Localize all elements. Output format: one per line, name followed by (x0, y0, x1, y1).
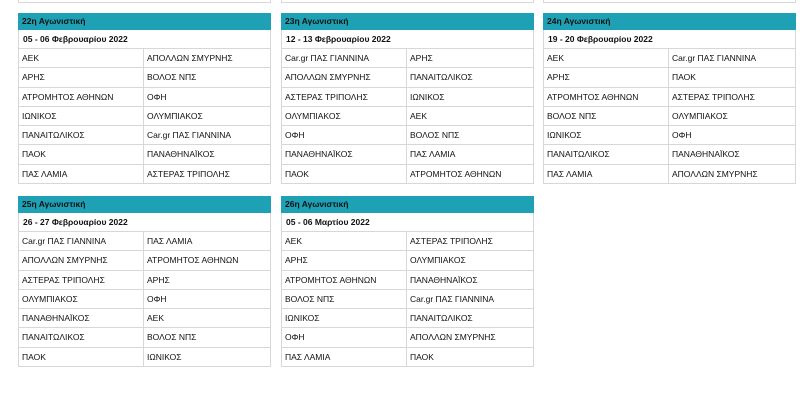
away-team: ΑΤΡΟΜΗΤΟΣ ΑΘΗΝΩΝ (407, 165, 534, 183)
home-team: ΑΠΟΛΛΩΝ ΣΜΥΡΝΗΣ (19, 251, 144, 269)
home-team: ΑΣΤΕΡΑΣ ΤΡΙΠΟΛΗΣ (19, 271, 144, 289)
previous-table-edge (281, 0, 534, 3)
away-team: ΑΠΟΛΛΩΝ ΣΜΥΡΝΗΣ (144, 49, 271, 67)
match-row (18, 165, 271, 184)
home-team: ΑΤΡΟΜΗΤΟΣ ΑΘΗΝΩΝ (544, 88, 669, 106)
home-team: ΠΑΝΑΙΤΩΛΙΚΟΣ (544, 145, 669, 163)
match-row (281, 49, 534, 68)
match-row (18, 232, 271, 251)
home-team: ΠΑΟΚ (19, 145, 144, 163)
match-row (18, 68, 271, 87)
match-row (543, 68, 796, 87)
home-team: ΟΦΗ (282, 328, 407, 346)
home-team: Car.gr ΠΑΣ ΓΙΑΝΝΙΝΑ (282, 49, 407, 67)
away-team: Car.gr ΠΑΣ ΓΙΑΝΝΙΝΑ (144, 126, 271, 144)
round-table (18, 13, 271, 184)
away-team: ΟΛΥΜΠΙΑΚΟΣ (144, 107, 271, 125)
home-team: ΟΦΗ (282, 126, 407, 144)
match-row (543, 165, 796, 184)
home-team: ΠΑΣ ΛΑΜΙΑ (544, 165, 669, 183)
away-team: ΠΑΟΚ (669, 68, 796, 86)
home-team: ΑΕΚ (19, 49, 144, 67)
home-team: ΟΛΥΜΠΙΑΚΟΣ (282, 107, 407, 125)
match-row (281, 68, 534, 87)
match-row (18, 126, 271, 145)
home-team: ΠΑΝΑΘΗΝΑΪΚΟΣ (282, 145, 407, 163)
away-team: ΠΑΝΑΙΤΩΛΙΚΟΣ (407, 68, 534, 86)
away-team: ΙΩΝΙΚΟΣ (144, 348, 271, 366)
home-team: ΠΑΝΑΘΗΝΑΪΚΟΣ (19, 309, 144, 327)
home-team: ΑΕΚ (282, 232, 407, 250)
away-team: ΠΑΟΚ (407, 348, 534, 366)
match-row (543, 88, 796, 107)
home-team: ΑΕΚ (544, 49, 669, 67)
home-team: ΑΣΤΕΡΑΣ ΤΡΙΠΟΛΗΣ (282, 88, 407, 106)
match-row (18, 348, 271, 367)
away-team: ΒΟΛΟΣ ΝΠΣ (407, 126, 534, 144)
home-team: ΠΑΝΑΙΤΩΛΙΚΟΣ (19, 328, 144, 346)
home-team: ΒΟΛΟΣ ΝΠΣ (544, 107, 669, 125)
home-team: ΙΩΝΙΚΟΣ (19, 107, 144, 125)
home-team: ΑΡΗΣ (282, 251, 407, 269)
match-row (281, 145, 534, 164)
away-team: ΠΑΝΑΘΗΝΑΪΚΟΣ (144, 145, 271, 163)
match-row (18, 290, 271, 309)
match-row (281, 88, 534, 107)
match-row (18, 328, 271, 347)
away-team: ΟΦΗ (144, 88, 271, 106)
home-team: ΑΡΗΣ (19, 68, 144, 86)
away-team: ΑΡΗΣ (407, 49, 534, 67)
round-table (543, 13, 796, 184)
match-row (281, 232, 534, 251)
previous-table-edge (543, 0, 796, 3)
home-team: ΑΤΡΟΜΗΤΟΣ ΑΘΗΝΩΝ (282, 271, 407, 289)
away-team: ΒΟΛΟΣ ΝΠΣ (144, 68, 271, 86)
match-row (18, 145, 271, 164)
match-row (281, 348, 534, 367)
match-row (281, 126, 534, 145)
round-title: 25η Αγωνιστική (18, 196, 271, 213)
home-team: ΠΑΟΚ (282, 165, 407, 183)
away-team: ΟΦΗ (669, 126, 796, 144)
match-row (18, 49, 271, 68)
away-team: ΑΠΟΛΛΩΝ ΣΜΥΡΝΗΣ (669, 165, 796, 183)
previous-table-edge (18, 0, 271, 3)
home-team: ΙΩΝΙΚΟΣ (544, 126, 669, 144)
away-team: ΙΩΝΙΚΟΣ (407, 88, 534, 106)
away-team: Car.gr ΠΑΣ ΓΙΑΝΝΙΝΑ (407, 290, 534, 308)
home-team: ΙΩΝΙΚΟΣ (282, 309, 407, 327)
away-team: ΑΣΤΕΡΑΣ ΤΡΙΠΟΛΗΣ (144, 165, 271, 183)
away-team: ΠΑΣ ΛΑΜΙΑ (407, 145, 534, 163)
home-team: ΑΤΡΟΜΗΤΟΣ ΑΘΗΝΩΝ (19, 88, 144, 106)
round-date: 05 - 06 Φεβρουαρίου 2022 (18, 30, 271, 49)
away-team: ΑΣΤΕΡΑΣ ΤΡΙΠΟΛΗΣ (669, 88, 796, 106)
away-team: ΑΣΤΕΡΑΣ ΤΡΙΠΟΛΗΣ (407, 232, 534, 250)
round-date: 19 - 20 Φεβρουαρίου 2022 (543, 30, 796, 49)
home-team: ΠΑΟΚ (19, 348, 144, 366)
away-team: ΑΕΚ (407, 107, 534, 125)
match-row (281, 328, 534, 347)
away-team: ΟΦΗ (144, 290, 271, 308)
away-team: ΟΛΥΜΠΙΑΚΟΣ (669, 107, 796, 125)
home-team: ΠΑΣ ΛΑΜΙΑ (19, 165, 144, 183)
away-team: ΠΑΝΑΘΗΝΑΪΚΟΣ (407, 271, 534, 289)
match-row (281, 107, 534, 126)
round-title: 24η Αγωνιστική (543, 13, 796, 30)
home-team: ΠΑΣ ΛΑΜΙΑ (282, 348, 407, 366)
match-row (281, 271, 534, 290)
home-team: ΑΠΟΛΛΩΝ ΣΜΥΡΝΗΣ (282, 68, 407, 86)
round-title: 26η Αγωνιστική (281, 196, 534, 213)
round-table (18, 196, 271, 367)
home-team: ΒΟΛΟΣ ΝΠΣ (282, 290, 407, 308)
away-team: ΑΤΡΟΜΗΤΟΣ ΑΘΗΝΩΝ (144, 251, 271, 269)
away-team: ΠΑΝΑΘΗΝΑΪΚΟΣ (669, 145, 796, 163)
match-row (543, 126, 796, 145)
match-row (543, 49, 796, 68)
away-team: Car.gr ΠΑΣ ΓΙΑΝΝΙΝΑ (669, 49, 796, 67)
round-date: 05 - 06 Μαρτίου 2022 (281, 213, 534, 232)
match-row (281, 165, 534, 184)
match-row (18, 88, 271, 107)
match-row (281, 251, 534, 270)
away-team: ΒΟΛΟΣ ΝΠΣ (144, 328, 271, 346)
home-team: Car.gr ΠΑΣ ΓΙΑΝΝΙΝΑ (19, 232, 144, 250)
match-row (18, 271, 271, 290)
round-table (281, 13, 534, 184)
away-team: ΠΑΝΑΙΤΩΛΙΚΟΣ (407, 309, 534, 327)
round-date: 26 - 27 Φεβρουαρίου 2022 (18, 213, 271, 232)
match-row (18, 309, 271, 328)
match-row (543, 145, 796, 164)
away-team: ΟΛΥΜΠΙΑΚΟΣ (407, 251, 534, 269)
home-team: ΠΑΝΑΙΤΩΛΙΚΟΣ (19, 126, 144, 144)
match-row (281, 290, 534, 309)
round-table (281, 196, 534, 367)
match-row (18, 251, 271, 270)
away-team: ΠΑΣ ΛΑΜΙΑ (144, 232, 271, 250)
away-team: ΑΕΚ (144, 309, 271, 327)
away-team: ΑΡΗΣ (144, 271, 271, 289)
home-team: ΑΡΗΣ (544, 68, 669, 86)
away-team: ΑΠΟΛΛΩΝ ΣΜΥΡΝΗΣ (407, 328, 534, 346)
match-row (18, 107, 271, 126)
match-row (543, 107, 796, 126)
round-title: 23η Αγωνιστική (281, 13, 534, 30)
home-team: ΟΛΥΜΠΙΑΚΟΣ (19, 290, 144, 308)
round-title: 22η Αγωνιστική (18, 13, 271, 30)
match-row (281, 309, 534, 328)
round-date: 12 - 13 Φεβρουαρίου 2022 (281, 30, 534, 49)
